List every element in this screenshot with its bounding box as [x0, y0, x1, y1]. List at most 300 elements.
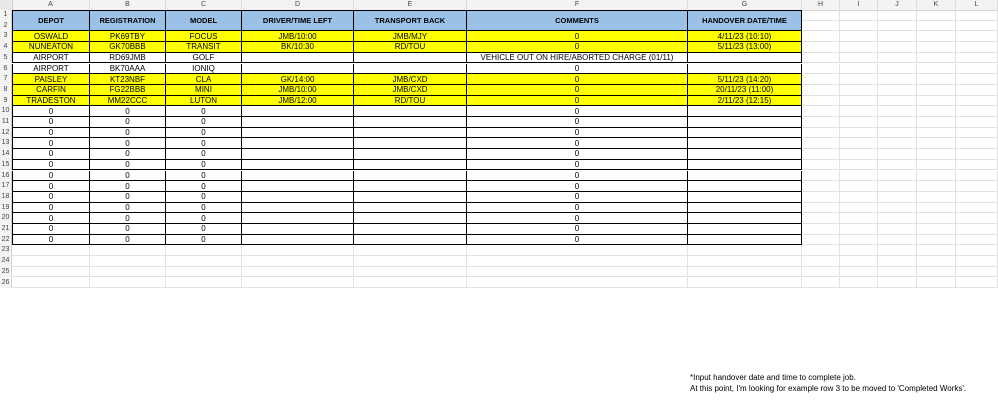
empty-cell[interactable] [802, 138, 840, 149]
table-cell[interactable]: 0 [467, 106, 688, 117]
empty-cell[interactable] [166, 267, 242, 278]
table-cell[interactable]: RD/TOU [354, 96, 467, 107]
empty-cell[interactable] [878, 128, 917, 139]
empty-cell[interactable] [840, 203, 878, 214]
empty-cell[interactable] [917, 245, 956, 256]
empty-cell[interactable] [802, 267, 840, 278]
empty-cell[interactable] [802, 245, 840, 256]
table-cell[interactable]: 0 [467, 224, 688, 235]
table-cell[interactable]: 0 [90, 192, 166, 203]
empty-cell[interactable] [242, 245, 354, 256]
table-cell[interactable] [242, 160, 354, 171]
empty-cell[interactable] [878, 160, 917, 171]
table-cell[interactable]: 0 [166, 203, 242, 214]
empty-cell[interactable] [90, 256, 166, 267]
empty-cell[interactable] [840, 181, 878, 192]
table-cell[interactable]: 0 [467, 31, 688, 42]
empty-cell[interactable] [917, 53, 956, 64]
empty-cell[interactable] [917, 42, 956, 53]
table-cell[interactable]: RD69JMB [90, 53, 166, 64]
table-cell[interactable]: CLA [166, 74, 242, 85]
empty-cell[interactable] [956, 213, 998, 224]
empty-cell[interactable] [878, 31, 917, 42]
empty-cell[interactable] [840, 128, 878, 139]
note-line-2[interactable]: At this point, I'm looking for example row 3 to be moved to 'Completed Works'. [690, 384, 967, 393]
table-header-cell[interactable]: HANDOVER DATE/TIME [688, 10, 802, 31]
column-header-l[interactable]: L [956, 0, 998, 10]
table-cell[interactable]: IONIQ [166, 64, 242, 75]
table-cell[interactable] [354, 106, 467, 117]
table-cell[interactable]: 0 [467, 160, 688, 171]
note-line-1[interactable]: *Input handover date and time to complete job. [690, 373, 856, 382]
table-cell[interactable]: 0 [12, 117, 90, 128]
row-number[interactable]: 1 [0, 10, 12, 21]
table-header-cell[interactable]: COMMENTS [467, 10, 688, 31]
empty-cell[interactable] [956, 128, 998, 139]
empty-cell[interactable] [917, 203, 956, 214]
table-cell[interactable]: 0 [467, 64, 688, 75]
empty-cell[interactable] [956, 53, 998, 64]
empty-cell[interactable] [878, 278, 917, 289]
empty-cell[interactable] [956, 85, 998, 96]
table-cell[interactable]: 0 [12, 171, 90, 182]
table-cell[interactable]: JMB/CXD [354, 74, 467, 85]
row-number[interactable]: 23 [0, 245, 12, 256]
empty-cell[interactable] [878, 85, 917, 96]
empty-cell[interactable] [878, 213, 917, 224]
empty-cell[interactable] [840, 213, 878, 224]
empty-cell[interactable] [802, 128, 840, 139]
table-cell[interactable]: 0 [467, 85, 688, 96]
empty-cell[interactable] [688, 256, 802, 267]
empty-cell[interactable] [467, 278, 688, 289]
table-cell[interactable] [354, 128, 467, 139]
empty-cell[interactable] [917, 128, 956, 139]
empty-cell[interactable] [840, 117, 878, 128]
empty-cell[interactable] [802, 181, 840, 192]
empty-cell[interactable] [956, 224, 998, 235]
table-cell[interactable]: 0 [166, 128, 242, 139]
empty-cell[interactable] [956, 149, 998, 160]
empty-cell[interactable] [956, 278, 998, 289]
table-cell[interactable] [354, 64, 467, 75]
empty-cell[interactable] [917, 224, 956, 235]
empty-cell[interactable] [802, 117, 840, 128]
table-cell[interactable]: 0 [166, 181, 242, 192]
row-number[interactable]: 11 [0, 117, 12, 128]
table-cell[interactable] [688, 128, 802, 139]
table-cell[interactable]: TRANSIT [166, 42, 242, 53]
empty-cell[interactable] [917, 96, 956, 107]
empty-cell[interactable] [956, 267, 998, 278]
empty-cell[interactable] [12, 278, 90, 289]
empty-cell[interactable] [956, 203, 998, 214]
table-cell[interactable]: RD/TOU [354, 42, 467, 53]
empty-cell[interactable] [802, 192, 840, 203]
empty-cell[interactable] [878, 10, 917, 21]
table-cell[interactable]: 0 [90, 160, 166, 171]
table-cell[interactable] [242, 181, 354, 192]
row-number[interactable]: 25 [0, 267, 12, 278]
empty-cell[interactable] [354, 256, 467, 267]
table-cell[interactable]: LUTON [166, 96, 242, 107]
table-cell[interactable]: 0 [90, 106, 166, 117]
table-cell[interactable]: 0 [90, 117, 166, 128]
empty-cell[interactable] [354, 278, 467, 289]
table-cell[interactable] [354, 53, 467, 64]
empty-cell[interactable] [917, 213, 956, 224]
empty-cell[interactable] [242, 278, 354, 289]
column-header-f[interactable]: F [467, 0, 688, 10]
empty-cell[interactable] [917, 138, 956, 149]
empty-cell[interactable] [878, 21, 917, 32]
empty-cell[interactable] [878, 224, 917, 235]
table-cell[interactable]: 0 [12, 203, 90, 214]
empty-cell[interactable] [688, 245, 802, 256]
table-cell[interactable]: 0 [467, 149, 688, 160]
empty-cell[interactable] [956, 64, 998, 75]
empty-cell[interactable] [917, 160, 956, 171]
table-cell[interactable] [354, 192, 467, 203]
row-number[interactable]: 24 [0, 256, 12, 267]
empty-cell[interactable] [840, 64, 878, 75]
table-cell[interactable] [242, 224, 354, 235]
row-number[interactable]: 17 [0, 181, 12, 192]
empty-cell[interactable] [802, 203, 840, 214]
empty-cell[interactable] [12, 256, 90, 267]
column-header-i[interactable]: I [840, 0, 878, 10]
row-number[interactable]: 20 [0, 213, 12, 224]
empty-cell[interactable] [840, 96, 878, 107]
row-number[interactable]: 4 [0, 42, 12, 53]
table-cell[interactable]: GOLF [166, 53, 242, 64]
row-number[interactable]: 16 [0, 171, 12, 182]
table-cell[interactable]: 0 [467, 117, 688, 128]
table-cell[interactable] [688, 53, 802, 64]
row-number[interactable]: 22 [0, 235, 12, 246]
table-cell[interactable]: FOCUS [166, 31, 242, 42]
empty-cell[interactable] [90, 245, 166, 256]
table-cell[interactable]: 0 [467, 181, 688, 192]
table-cell[interactable] [354, 213, 467, 224]
table-cell[interactable]: 0 [12, 213, 90, 224]
table-cell[interactable] [242, 235, 354, 246]
empty-cell[interactable] [840, 53, 878, 64]
table-cell[interactable] [242, 53, 354, 64]
column-header-h[interactable]: H [802, 0, 840, 10]
table-cell[interactable]: 0 [12, 192, 90, 203]
table-cell[interactable]: GK/14:00 [242, 74, 354, 85]
empty-cell[interactable] [242, 267, 354, 278]
table-cell[interactable] [354, 224, 467, 235]
table-cell[interactable]: 0 [166, 192, 242, 203]
table-cell[interactable] [688, 181, 802, 192]
table-cell[interactable]: 0 [467, 42, 688, 53]
table-header-cell[interactable]: MODEL [166, 10, 242, 31]
empty-cell[interactable] [802, 106, 840, 117]
table-cell[interactable]: 0 [12, 149, 90, 160]
table-cell[interactable] [354, 160, 467, 171]
empty-cell[interactable] [878, 245, 917, 256]
empty-cell[interactable] [956, 10, 998, 21]
table-cell[interactable]: 0 [12, 235, 90, 246]
table-cell[interactable]: CARFIN [12, 85, 90, 96]
row-number[interactable]: 10 [0, 106, 12, 117]
table-cell[interactable]: 0 [12, 224, 90, 235]
table-cell[interactable]: 0 [166, 138, 242, 149]
row-number[interactable]: 26 [0, 278, 12, 289]
table-cell[interactable]: AIRPORT [12, 64, 90, 75]
empty-cell[interactable] [802, 160, 840, 171]
empty-cell[interactable] [688, 267, 802, 278]
empty-cell[interactable] [878, 181, 917, 192]
table-cell[interactable] [688, 138, 802, 149]
table-cell[interactable]: 0 [90, 203, 166, 214]
empty-cell[interactable] [802, 171, 840, 182]
table-cell[interactable]: 0 [90, 235, 166, 246]
table-cell[interactable] [354, 181, 467, 192]
empty-cell[interactable] [878, 42, 917, 53]
empty-cell[interactable] [802, 224, 840, 235]
table-header-cell[interactable]: DRIVER/TIME LEFT [242, 10, 354, 31]
column-header-c[interactable]: C [166, 0, 242, 10]
empty-cell[interactable] [917, 117, 956, 128]
empty-cell[interactable] [802, 278, 840, 289]
empty-cell[interactable] [840, 267, 878, 278]
empty-cell[interactable] [956, 138, 998, 149]
empty-cell[interactable] [242, 256, 354, 267]
table-cell[interactable] [354, 235, 467, 246]
empty-cell[interactable] [802, 96, 840, 107]
empty-cell[interactable] [12, 245, 90, 256]
table-cell[interactable]: BK70AAA [90, 64, 166, 75]
table-cell[interactable] [354, 203, 467, 214]
table-cell[interactable]: OSWALD [12, 31, 90, 42]
empty-cell[interactable] [878, 138, 917, 149]
empty-cell[interactable] [917, 64, 956, 75]
empty-cell[interactable] [840, 224, 878, 235]
table-cell[interactable]: 0 [166, 235, 242, 246]
table-cell[interactable]: 5/11/23 (13:00) [688, 42, 802, 53]
empty-cell[interactable] [467, 245, 688, 256]
empty-cell[interactable] [166, 245, 242, 256]
table-cell[interactable]: 0 [467, 203, 688, 214]
empty-cell[interactable] [956, 42, 998, 53]
empty-cell[interactable] [840, 245, 878, 256]
empty-cell[interactable] [956, 192, 998, 203]
table-cell[interactable]: 0 [12, 181, 90, 192]
empty-cell[interactable] [917, 192, 956, 203]
empty-cell[interactable] [878, 53, 917, 64]
empty-cell[interactable] [917, 171, 956, 182]
empty-cell[interactable] [956, 160, 998, 171]
empty-cell[interactable] [840, 171, 878, 182]
column-header-k[interactable]: K [917, 0, 956, 10]
row-number[interactable]: 5 [0, 53, 12, 64]
table-cell[interactable]: 0 [12, 128, 90, 139]
column-header-g[interactable]: G [688, 0, 802, 10]
table-cell[interactable] [242, 128, 354, 139]
empty-cell[interactable] [956, 245, 998, 256]
row-number[interactable]: 9 [0, 96, 12, 107]
empty-cell[interactable] [354, 267, 467, 278]
table-cell[interactable]: 0 [90, 138, 166, 149]
empty-cell[interactable] [90, 267, 166, 278]
empty-cell[interactable] [802, 85, 840, 96]
empty-cell[interactable] [956, 31, 998, 42]
empty-cell[interactable] [917, 256, 956, 267]
column-header-d[interactable]: D [242, 0, 354, 10]
empty-cell[interactable] [878, 235, 917, 246]
empty-cell[interactable] [802, 64, 840, 75]
empty-cell[interactable] [840, 160, 878, 171]
row-number[interactable]: 18 [0, 192, 12, 203]
row-number[interactable]: 14 [0, 149, 12, 160]
empty-cell[interactable] [840, 31, 878, 42]
empty-cell[interactable] [802, 74, 840, 85]
empty-cell[interactable] [90, 278, 166, 289]
table-cell[interactable]: 0 [467, 171, 688, 182]
table-cell[interactable] [688, 235, 802, 246]
table-header-cell[interactable]: DEPOT [12, 10, 90, 31]
empty-cell[interactable] [840, 42, 878, 53]
empty-cell[interactable] [917, 235, 956, 246]
table-cell[interactable]: PK69TBY [90, 31, 166, 42]
empty-cell[interactable] [802, 256, 840, 267]
empty-cell[interactable] [917, 74, 956, 85]
row-number[interactable]: 8 [0, 85, 12, 96]
empty-cell[interactable] [802, 10, 840, 21]
empty-cell[interactable] [840, 278, 878, 289]
empty-cell[interactable] [878, 149, 917, 160]
table-header-cell[interactable]: REGISTRATION [90, 10, 166, 31]
empty-cell[interactable] [840, 149, 878, 160]
table-cell[interactable]: 0 [12, 106, 90, 117]
empty-cell[interactable] [917, 85, 956, 96]
table-cell[interactable]: 0 [467, 235, 688, 246]
table-cell[interactable] [688, 117, 802, 128]
table-cell[interactable]: NUNEATON [12, 42, 90, 53]
row-number[interactable]: 6 [0, 64, 12, 75]
table-cell[interactable]: MINI [166, 85, 242, 96]
empty-cell[interactable] [917, 106, 956, 117]
table-cell[interactable] [688, 213, 802, 224]
row-number[interactable]: 19 [0, 203, 12, 214]
table-cell[interactable]: BK/10:30 [242, 42, 354, 53]
table-cell[interactable]: JMB/10:00 [242, 31, 354, 42]
empty-cell[interactable] [467, 267, 688, 278]
table-cell[interactable]: PAISLEY [12, 74, 90, 85]
row-number[interactable]: 13 [0, 138, 12, 149]
row-number[interactable]: 3 [0, 31, 12, 42]
table-cell[interactable] [242, 117, 354, 128]
empty-cell[interactable] [878, 203, 917, 214]
table-cell[interactable] [688, 224, 802, 235]
empty-cell[interactable] [802, 42, 840, 53]
row-number[interactable]: 21 [0, 224, 12, 235]
empty-cell[interactable] [688, 278, 802, 289]
table-cell[interactable] [354, 117, 467, 128]
empty-cell[interactable] [878, 192, 917, 203]
empty-cell[interactable] [956, 235, 998, 246]
table-cell[interactable]: GK70BBB [90, 42, 166, 53]
empty-cell[interactable] [917, 31, 956, 42]
empty-cell[interactable] [878, 74, 917, 85]
table-cell[interactable]: 4/11/23 (10:10) [688, 31, 802, 42]
empty-cell[interactable] [917, 181, 956, 192]
table-cell[interactable]: 0 [90, 171, 166, 182]
table-cell[interactable]: 0 [467, 138, 688, 149]
empty-cell[interactable] [956, 96, 998, 107]
table-cell[interactable]: 0 [166, 117, 242, 128]
column-header-b[interactable]: B [90, 0, 166, 10]
empty-cell[interactable] [878, 64, 917, 75]
table-cell[interactable]: 0 [467, 192, 688, 203]
empty-cell[interactable] [802, 31, 840, 42]
empty-cell[interactable] [956, 106, 998, 117]
empty-cell[interactable] [166, 278, 242, 289]
table-cell[interactable]: KT23NBF [90, 74, 166, 85]
empty-cell[interactable] [840, 21, 878, 32]
table-cell[interactable] [354, 138, 467, 149]
row-number[interactable]: 7 [0, 74, 12, 85]
table-cell[interactable]: 0 [467, 213, 688, 224]
table-cell[interactable] [688, 171, 802, 182]
table-cell[interactable]: 0 [166, 171, 242, 182]
table-cell[interactable]: TRADESTON [12, 96, 90, 107]
empty-cell[interactable] [840, 85, 878, 96]
table-cell[interactable]: 0 [90, 128, 166, 139]
empty-cell[interactable] [840, 138, 878, 149]
table-cell[interactable]: 0 [166, 160, 242, 171]
empty-cell[interactable] [802, 213, 840, 224]
empty-cell[interactable] [956, 74, 998, 85]
table-cell[interactable] [354, 171, 467, 182]
table-cell[interactable]: VEHICLE OUT ON HIRE/ABORTED CHARGE (01/11) [467, 53, 688, 64]
table-cell[interactable]: 0 [90, 213, 166, 224]
empty-cell[interactable] [840, 192, 878, 203]
empty-cell[interactable] [878, 256, 917, 267]
empty-cell[interactable] [166, 256, 242, 267]
empty-cell[interactable] [878, 106, 917, 117]
table-cell[interactable]: 0 [467, 128, 688, 139]
column-header-e[interactable]: E [354, 0, 467, 10]
empty-cell[interactable] [840, 10, 878, 21]
table-cell[interactable] [242, 213, 354, 224]
table-cell[interactable] [242, 138, 354, 149]
empty-cell[interactable] [802, 235, 840, 246]
empty-cell[interactable] [802, 53, 840, 64]
table-cell[interactable]: 20/11/23 (11:00) [688, 85, 802, 96]
table-cell[interactable] [242, 149, 354, 160]
table-cell[interactable]: 0 [166, 149, 242, 160]
table-cell[interactable]: 0 [467, 74, 688, 85]
table-cell[interactable]: JMB/MJY [354, 31, 467, 42]
row-number[interactable]: 15 [0, 160, 12, 171]
empty-cell[interactable] [12, 267, 90, 278]
empty-cell[interactable] [878, 96, 917, 107]
table-cell[interactable] [242, 64, 354, 75]
empty-cell[interactable] [467, 256, 688, 267]
table-cell[interactable]: 0 [90, 149, 166, 160]
row-number[interactable]: 2 [0, 21, 12, 32]
column-header-a[interactable]: A [12, 0, 90, 10]
empty-cell[interactable] [956, 181, 998, 192]
table-cell[interactable]: 0 [166, 224, 242, 235]
empty-cell[interactable] [878, 267, 917, 278]
table-cell[interactable]: 0 [166, 106, 242, 117]
empty-cell[interactable] [840, 106, 878, 117]
